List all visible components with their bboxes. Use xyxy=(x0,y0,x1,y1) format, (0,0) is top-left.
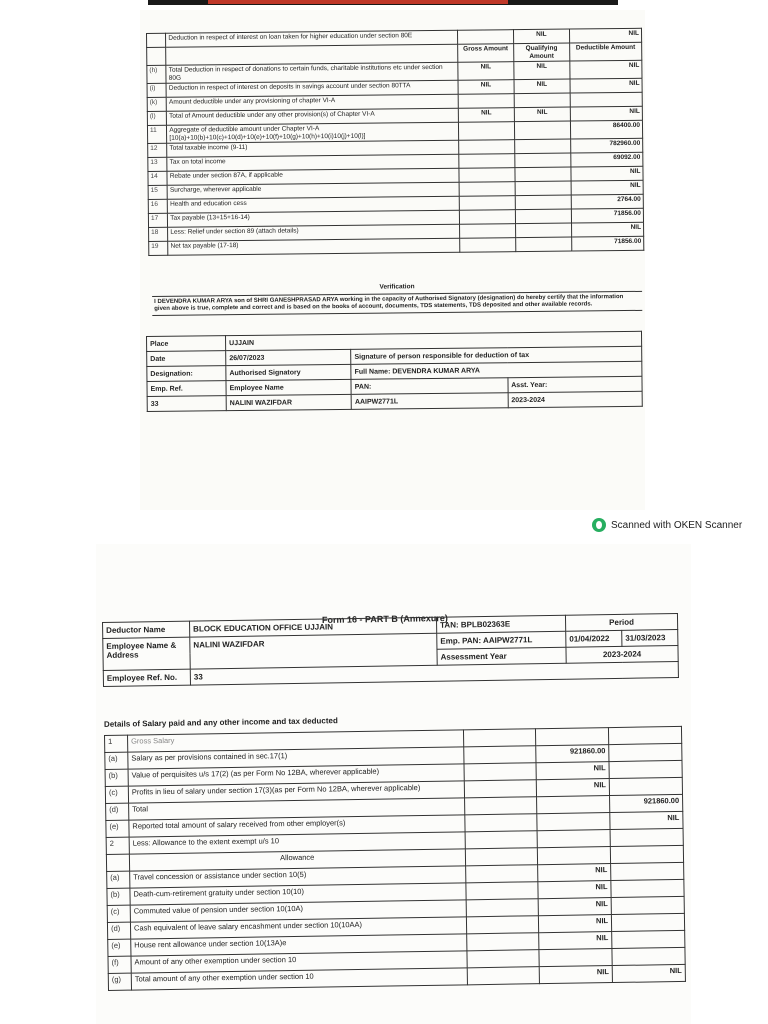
amount-col-3 xyxy=(610,828,683,846)
row-number: 11 xyxy=(147,125,166,143)
row-number: 14 xyxy=(148,171,167,185)
row-number: (a) xyxy=(105,752,128,769)
row-number: (c) xyxy=(105,786,128,803)
amount-col-3 xyxy=(611,862,684,880)
row-number: 1 xyxy=(105,735,128,752)
row-desc: Total Deduction in respect of donations to certain funds, charitable institutions etc under section 80G xyxy=(166,62,458,83)
gross-amount-header: Gross Amount xyxy=(458,44,514,63)
amount-col-1 xyxy=(465,882,538,900)
cell-nil: NIL xyxy=(569,28,641,43)
gross-amount xyxy=(459,154,515,169)
amount-col-2: NIL xyxy=(539,932,612,950)
emp-ref-label: Emp. Ref. xyxy=(147,381,226,397)
row-desc: Commuted value of pension under section 10(10A) xyxy=(130,900,466,922)
amount-col-2: NIL xyxy=(539,966,612,984)
amount-col-3 xyxy=(612,930,685,948)
qualifying-amount xyxy=(515,195,571,210)
row-number: (d) xyxy=(107,922,130,939)
row-number: 16 xyxy=(148,199,167,213)
row-desc: Total taxable income (9-11) xyxy=(167,140,459,157)
row-number: (k) xyxy=(147,97,166,111)
ref-label: Employee Ref. No. xyxy=(103,669,190,686)
date-value: 26/07/2023 xyxy=(226,349,351,365)
gross-amount xyxy=(459,140,515,155)
row-desc: Deduction in respect of interest on deposits in savings account under section 80TTA xyxy=(166,80,458,97)
deduction-table xyxy=(146,28,644,256)
deductible-amount: 71856.00 xyxy=(571,236,643,251)
gross-amount xyxy=(459,168,515,183)
pan-label: PAN: xyxy=(351,378,508,395)
row-number: (e) xyxy=(106,820,129,837)
pan-value: AAIPW2771L xyxy=(351,393,508,410)
scanner-logo-icon xyxy=(592,518,606,532)
row-number: (g) xyxy=(108,973,131,990)
amount-col-1 xyxy=(463,746,536,764)
amount-col-2: NIL xyxy=(538,864,611,882)
amount-col-3 xyxy=(609,743,682,761)
amount-col-1 xyxy=(463,729,536,747)
row-desc: Amount deductible under any provisioning of chapter VI-A xyxy=(166,94,458,111)
row-desc: Tax on total income xyxy=(167,154,459,171)
row-number: 13 xyxy=(148,157,167,171)
row-desc: Amount of any other exemption under section 10 xyxy=(131,951,467,973)
row-desc: Net tax payable (17-18) xyxy=(168,238,460,255)
ref-value: 33 xyxy=(190,661,678,685)
gross-amount xyxy=(458,122,514,141)
period-label: Period xyxy=(565,613,677,631)
place-value: UJJAIN xyxy=(226,331,642,350)
row-number: (e) xyxy=(108,939,131,956)
deductible-amount: 782960.00 xyxy=(570,138,642,153)
amount-col-1 xyxy=(466,899,539,917)
amount-col-3 xyxy=(612,947,685,965)
amount-col-3 xyxy=(611,896,684,914)
amount-col-1 xyxy=(467,967,540,985)
row-number: 19 xyxy=(149,241,168,255)
amount-col-1 xyxy=(465,848,538,866)
salary-table xyxy=(104,726,686,991)
deductible-amount: NIL xyxy=(571,222,643,237)
deductible-amount: 71856.00 xyxy=(571,208,643,223)
employee-name-label: Employee Name xyxy=(226,379,351,395)
place-label: Place xyxy=(147,336,226,352)
qualifying-amount-header: Qualifying Amount xyxy=(514,43,570,62)
deductible-amount: 2764.00 xyxy=(571,194,643,209)
amount-col-1 xyxy=(464,814,537,832)
amount-col-1 xyxy=(466,916,539,934)
qualifying-amount: NIL xyxy=(514,107,570,122)
verification-block xyxy=(152,281,642,316)
deductor-label: Deductor Name xyxy=(103,621,190,638)
verification-text: I DEVENDRA KUMAR ARYA son of SHRI GANESHPRASAD ARYA working in the capacity of Authorised Signatory (designation) do hereby certify that the information given above is true, complete and correct and is based on the books of account, documents, TDS statements, TDS deposited and other available records. xyxy=(152,291,642,316)
amount-col-3: NIL xyxy=(610,811,683,829)
employee-name: NALINI WAZIFDAR xyxy=(190,633,437,669)
scanner-watermark xyxy=(592,518,742,532)
gross-amount: NIL xyxy=(458,80,514,95)
qualifying-amount: NIL xyxy=(514,61,570,80)
row-number: 15 xyxy=(148,185,167,199)
asst-year-value: 2023-2024 xyxy=(508,391,642,407)
amount-col-2: NIL xyxy=(538,898,611,916)
row-desc: Tax payable (13+15+16-14) xyxy=(168,210,460,227)
gross-amount: NIL xyxy=(458,108,514,123)
row-number: (f) xyxy=(108,956,131,973)
row-desc: Aggregate of deductible amount under Chapter VI-A [10(a)+10(b)+10(c)+10(d)+10(e)+10(f)+10(g)+10(h)+10(i)10(j)+10(l)] xyxy=(167,122,459,143)
row-number: (h) xyxy=(147,65,166,83)
deductible-amount: 69092.00 xyxy=(571,152,643,167)
row-number: 12 xyxy=(148,143,167,157)
row-desc: House rent allowance under section 10(13A)e xyxy=(131,934,467,956)
row-desc: Total xyxy=(129,798,465,820)
deductor-value: BLOCK EDUCATION OFFICE UJJAIN xyxy=(189,617,436,637)
qualifying-amount xyxy=(515,153,571,168)
amount-col-3 xyxy=(610,845,683,863)
gross-amount xyxy=(459,196,515,211)
period-to: 31/03/2023 xyxy=(622,629,678,646)
signature-label: Signature of person responsible for deduction of tax xyxy=(351,346,642,364)
row-desc: Value of perquisites u/s 17(2) (as per Form No 12BA, wherever applicable) xyxy=(128,764,464,786)
row-number: (b) xyxy=(105,769,128,786)
qualifying-amount xyxy=(515,223,571,238)
assessment-year-label: Assessment Year xyxy=(437,647,566,665)
deductible-amount-header: Deductible Amount xyxy=(569,42,641,61)
row-number xyxy=(106,854,129,871)
row-desc: Total of Amount deductible under any other provision(s) of Chapter VI-A xyxy=(167,108,459,125)
amount-col-3 xyxy=(611,879,684,897)
amount-col-3 xyxy=(609,760,682,778)
row-desc: Salary as per provisions contained in sec.17(1) xyxy=(128,747,464,769)
row-desc: Reported total amount of salary received from other employer(s) xyxy=(129,815,465,837)
amount-col-2 xyxy=(538,847,611,865)
qualifying-amount xyxy=(515,139,571,154)
amount-col-2: NIL xyxy=(539,915,612,933)
row-desc: Travel concession or assistance under section 10(5) xyxy=(130,866,466,888)
deductible-amount: 86400.00 xyxy=(570,120,642,139)
row-desc: Surcharge, wherever applicable xyxy=(167,182,459,199)
salary-details-title: Details of Salary paid and any other income and tax deducted xyxy=(103,716,338,729)
amount-col-2: 921860.00 xyxy=(536,745,609,763)
employee-label: Employee Name & Address xyxy=(103,637,190,670)
assessment-year-value: 2023-2024 xyxy=(566,645,678,663)
amount-col-2: NIL xyxy=(536,762,609,780)
scanner-label: Scanned with OKEN Scanner xyxy=(611,519,743,531)
deductible-amount: NIL xyxy=(570,60,642,79)
page-edge xyxy=(148,0,618,5)
qualifying-amount xyxy=(514,121,570,140)
row-number: 2 xyxy=(106,837,129,854)
row-number: 17 xyxy=(148,213,167,227)
part-b-header-table xyxy=(102,613,679,687)
row-number: (c) xyxy=(107,905,130,922)
amount-col-3 xyxy=(609,726,682,744)
amount-col-2 xyxy=(537,830,610,848)
emp-ref-value: 33 xyxy=(147,396,226,412)
gross-amount xyxy=(460,224,516,239)
row-desc: Less: Allowance to the extent exempt u/s 10 xyxy=(129,832,465,854)
designation-value: Authorised Signatory xyxy=(226,364,351,380)
signature-table xyxy=(146,331,643,412)
gross-amount xyxy=(459,210,515,225)
qualifying-amount: NIL xyxy=(514,79,570,94)
gross-amount xyxy=(459,182,515,197)
amount-col-2 xyxy=(537,796,610,814)
verification-title: Verification xyxy=(379,283,415,291)
amount-col-3 xyxy=(609,777,682,795)
full-name: Full Name: DEVENDRA KUMAR ARYA xyxy=(351,361,642,379)
amount-col-2: NIL xyxy=(537,779,610,797)
qualifying-amount xyxy=(516,237,572,252)
page-title: Form 16 - PART B (Annexure) xyxy=(321,613,448,625)
asst-year-label: Asst. Year: xyxy=(508,376,642,392)
row-desc: Rebate under section 87A, if applicable xyxy=(167,168,459,185)
deductible-amount: NIL xyxy=(571,166,643,181)
row-desc: Death-cum-retirement gratuity under section 10(10) xyxy=(130,883,466,905)
row-number: (d) xyxy=(106,803,129,820)
row-desc: Total amount of any other exemption under section 10 xyxy=(131,968,467,990)
amount-col-1 xyxy=(464,780,537,798)
employee-name-value: NALINI WAZIFDAR xyxy=(226,394,351,410)
amount-col-1 xyxy=(464,763,537,781)
date-label: Date xyxy=(147,351,226,367)
row-desc: Cash equivalent of leave salary encashment under section 10(10AA) xyxy=(130,917,466,939)
amount-col-2 xyxy=(536,728,609,746)
period-from: 01/04/2022 xyxy=(566,630,622,647)
deductible-amount: NIL xyxy=(570,78,642,93)
row-number: (l) xyxy=(147,111,166,125)
gross-amount: NIL xyxy=(458,62,514,81)
tan-value: TAN: BPLB02363E xyxy=(436,615,565,633)
qualifying-amount xyxy=(514,93,570,108)
amount-col-1 xyxy=(465,831,538,849)
amount-col-3 xyxy=(611,913,684,931)
gross-amount xyxy=(460,238,516,253)
qualifying-amount xyxy=(515,181,571,196)
row-desc: Deduction in respect of interest on loan taken for higher education under section 80E xyxy=(166,30,458,47)
row-desc: Profits in lieu of salary under section 17(3)(as per Form No 12BA, wherever applicable) xyxy=(128,781,464,803)
designation-label: Designation: xyxy=(147,366,226,382)
row-number: (i) xyxy=(147,83,166,97)
cell-nil: NIL xyxy=(513,29,569,44)
row-desc: Less: Relief under section 89 (attach details) xyxy=(168,224,460,241)
deductible-amount: NIL xyxy=(570,106,642,121)
amount-col-1 xyxy=(464,797,537,815)
amount-col-2 xyxy=(539,949,612,967)
row-number: (a) xyxy=(107,871,130,888)
deductible-amount: NIL xyxy=(571,180,643,195)
amount-col-1 xyxy=(467,950,540,968)
emp-pan: Emp. PAN: AAIPW2771L xyxy=(437,631,566,649)
amount-col-1 xyxy=(466,933,539,951)
row-number: (b) xyxy=(107,888,130,905)
gross-amount xyxy=(458,94,514,109)
deductible-amount xyxy=(570,92,642,107)
qualifying-amount xyxy=(515,167,571,182)
amount-col-2: NIL xyxy=(538,881,611,899)
row-desc: Allowance xyxy=(129,849,465,871)
qualifying-amount xyxy=(515,209,571,224)
amount-col-3: 921860.00 xyxy=(610,794,683,812)
amount-col-2 xyxy=(537,813,610,831)
row-number: 18 xyxy=(149,227,168,241)
amount-col-1 xyxy=(465,865,538,883)
row-desc: Health and education cess xyxy=(168,196,460,213)
row-desc: Gross Salary xyxy=(127,730,463,752)
amount-col-3: NIL xyxy=(612,964,685,982)
